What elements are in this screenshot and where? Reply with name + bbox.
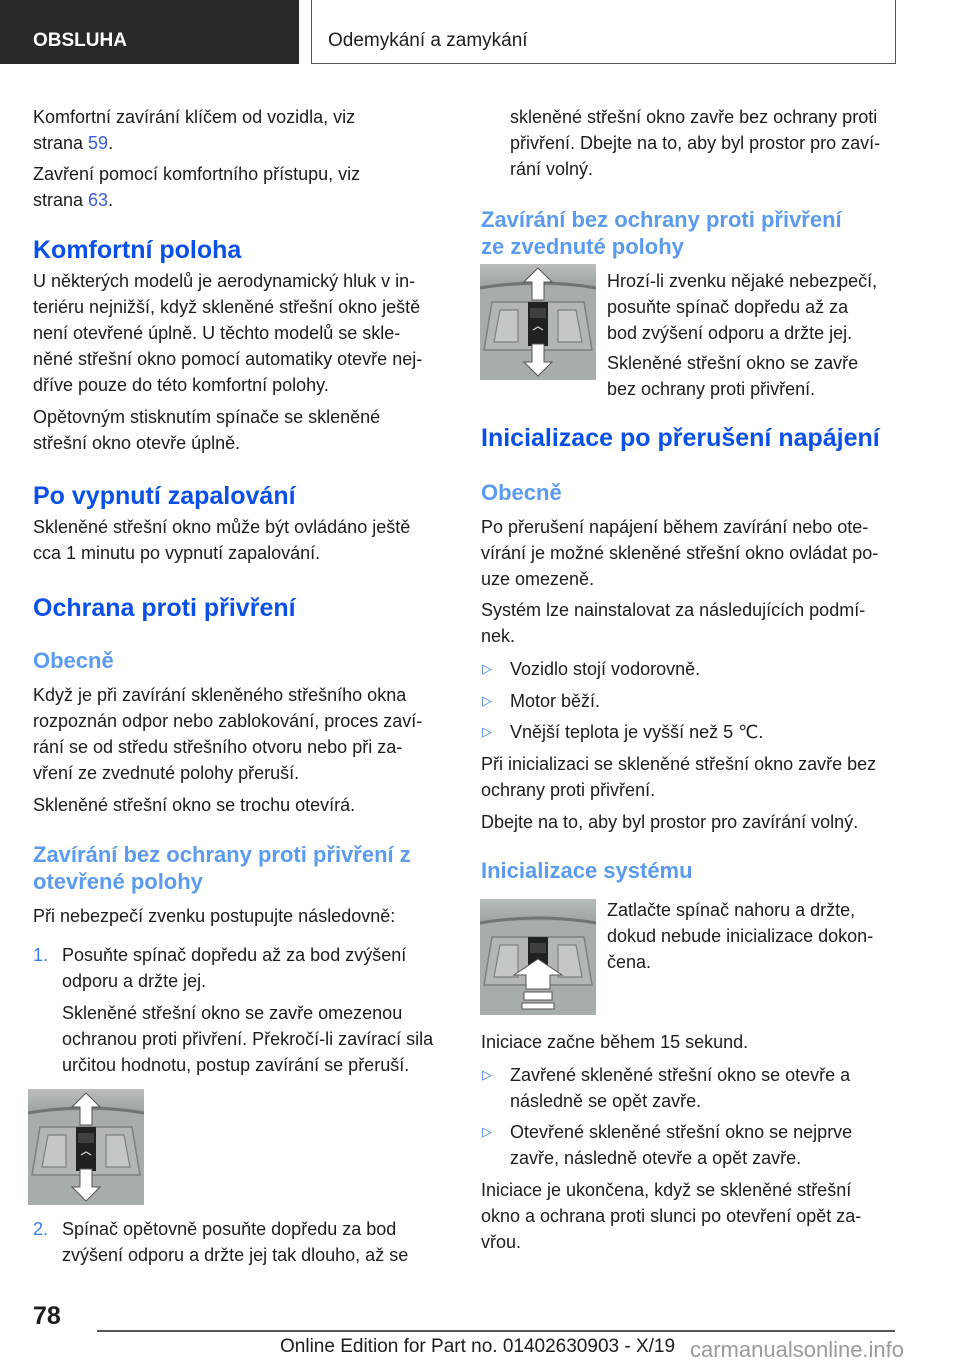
- watermark: carmanualsonline.info: [690, 1337, 905, 1362]
- text-line: Dbejte na to, aby byl prostor pro zavírání volný.: [481, 812, 859, 832]
- text-line: vření ze zvednuté polohy přeruší.: [33, 763, 300, 783]
- text-line: rozpoznán odpor nebo zablokování, proces zaví-: [33, 711, 423, 731]
- edition-note: Online Edition for Part no. 01402630903 - X/19: [280, 1336, 676, 1357]
- text-line: vřou.: [481, 1232, 522, 1252]
- text-line: není otevřené úplně. U těchto modelů se skle-: [33, 323, 401, 343]
- text-line: čena.: [607, 952, 652, 972]
- text-line: cca 1 minutu po vypnutí zapalování.: [33, 543, 321, 563]
- condition-item: Motor běží.: [510, 691, 601, 711]
- text-line: Opětovným stisknutím spínače se skleněné: [33, 407, 381, 427]
- page-number: 78: [33, 1302, 61, 1330]
- text-line: dříve pouze do této komfortní polohy.: [33, 375, 329, 395]
- result-item: zavře, následně otevře a opět zavře.: [510, 1148, 802, 1168]
- text-line: ochrany proti přivření.: [481, 780, 656, 800]
- heading-komfortni-poloha: Komfortní poloha: [33, 236, 242, 264]
- switch-illustration-up-down: [28, 1089, 144, 1205]
- bullet-triangle-icon: ▷: [482, 724, 492, 739]
- step-note: určitou hodnotu, postup zavírání se přeruší.: [62, 1055, 410, 1075]
- heading-ochrana: Ochrana proti přivření: [33, 594, 296, 622]
- chapter-header: [311, 0, 896, 64]
- subheading-obecne: Obecně: [33, 648, 114, 673]
- step-text: Posuňte spínač dopředu až za bod zvýšení: [62, 945, 407, 965]
- heading-po-vypnuti: Po vypnutí zapalování: [33, 482, 296, 510]
- subheading-inicializace-systemu: Inicializace systému: [481, 858, 693, 883]
- text-line: teriéru nejnižší, když skleněné střešní okno ještě: [33, 297, 421, 317]
- subheading-zavirani-ze-zvednute: Zavírání bez ochrany proti přivření: [481, 207, 842, 232]
- text-line: okno a ochrana proti slunci po otevření opět za-: [481, 1206, 862, 1226]
- paragraph: Zavření pomocí komfortního přístupu, viz: [33, 164, 361, 184]
- text-line: nek.: [481, 626, 516, 646]
- text-line: Po přerušení napájení během zavírání nebo ote-: [481, 517, 869, 537]
- text-line: Iniciace začne během 15 sekund.: [481, 1032, 749, 1052]
- text-line: Iniciace je ukončena, když se skleněné střešní: [481, 1180, 852, 1200]
- bullet-triangle-icon: ▷: [482, 1067, 492, 1082]
- text-line: skleněné střešní okno zavře bez ochrany proti: [510, 107, 878, 127]
- switch-illustration-push-up: [480, 899, 596, 1015]
- footer-divider: [97, 1330, 895, 1332]
- chapter-title: Odemykání a zamykání: [328, 30, 528, 51]
- text-line: Když je při zavírání skleněného střešního okna: [33, 685, 407, 705]
- text-line: přivření. Dbejte na to, aby byl prostor pro zaví-: [510, 133, 881, 153]
- page-link-63[interactable]: 63: [88, 190, 109, 210]
- text-line: něné střešní okno pomocí automatiky otevře nej-: [33, 349, 423, 369]
- step-text: odporu a držte jej.: [62, 971, 207, 991]
- subheading-zavirani-ze-zvednute-2: ze zvednuté polohy: [481, 234, 684, 259]
- bullet-triangle-icon: ▷: [482, 661, 492, 676]
- text-line: posuňte spínač dopředu až za: [607, 297, 849, 317]
- text-line: dokud nebude inicializace dokon-: [607, 926, 874, 946]
- subheading-zavirani-z-otevrene-2: otevřené polohy: [33, 869, 203, 894]
- page-link-59[interactable]: 59: [88, 133, 109, 153]
- subheading-zavirani-z-otevrene: Zavírání bez ochrany proti přivření z: [33, 842, 411, 867]
- text-line: Systém lze nainstalovat za následujících podmí-: [481, 600, 866, 620]
- section-tab: [0, 0, 299, 64]
- paragraph: strana 63.: [33, 190, 114, 210]
- text-line: rání volný.: [510, 159, 594, 179]
- result-item: Otevřené skleněné střešní okno se nejprve: [510, 1122, 853, 1142]
- switch-illustration-up-down: [480, 264, 596, 380]
- result-item: Zavřené skleněné střešní okno se otevře a: [510, 1065, 851, 1085]
- step-number: 2.: [33, 1219, 49, 1239]
- text-line: Skleněné střešní okno se trochu otevírá.: [33, 795, 356, 815]
- step-number: 1.: [33, 945, 49, 965]
- paragraph: strana 59.: [33, 133, 114, 153]
- paragraph: Komfortní zavírání klíčem od vozidla, viz: [33, 107, 356, 127]
- text-line: Při nebezpečí zvenku postupujte následovně:: [33, 906, 396, 926]
- text-line: Při inicializaci se skleněné střešní okno zavře bez: [481, 754, 877, 774]
- text-line: bod zvýšení odporu a držte jej.: [607, 323, 853, 343]
- text-line: bez ochrany proti přivření.: [607, 379, 816, 399]
- step-note: Skleněné střešní okno se zavře omezenou: [62, 1003, 403, 1023]
- subheading-obecne: Obecně: [481, 480, 562, 505]
- text-line: střešní okno otevře úplně.: [33, 433, 241, 453]
- text-line: vírání je možné skleněné střešní okno ovládat po-: [481, 543, 879, 563]
- heading-inicializace: Inicializace po přerušení napájení: [481, 424, 880, 452]
- text-line: Hrozí-li zvenku nějaké nebezpečí,: [607, 271, 878, 291]
- text-line: Skleněné střešní okno se zavře: [607, 353, 859, 373]
- bullet-triangle-icon: ▷: [482, 1124, 492, 1139]
- section-label: OBSLUHA: [33, 30, 127, 51]
- text-line: U některých modelů je aerodynamický hluk v in-: [33, 271, 416, 291]
- condition-item: Vozidlo stojí vodorovně.: [510, 659, 701, 679]
- condition-item: Vnější teplota je vyšší než 5 ℃.: [510, 722, 764, 742]
- text-line: Zatlačte spínač nahoru a držte,: [607, 900, 856, 920]
- bullet-triangle-icon: ▷: [482, 693, 492, 708]
- step-text: zvýšení odporu a držte jej tak dlouho, až se: [62, 1245, 409, 1265]
- step-note: ochranou proti přivření. Překročí-li zavírací sila: [62, 1029, 434, 1049]
- text-line: rání se od středu střešního otvoru nebo při za-: [33, 737, 403, 757]
- result-item: následně se opět zavře.: [510, 1091, 702, 1111]
- step-text: Spínač opětovně posuňte dopředu za bod: [62, 1219, 397, 1239]
- text-line: uze omezeně.: [481, 569, 595, 589]
- text-line: Skleněné střešní okno může být ovládáno ještě: [33, 517, 411, 537]
